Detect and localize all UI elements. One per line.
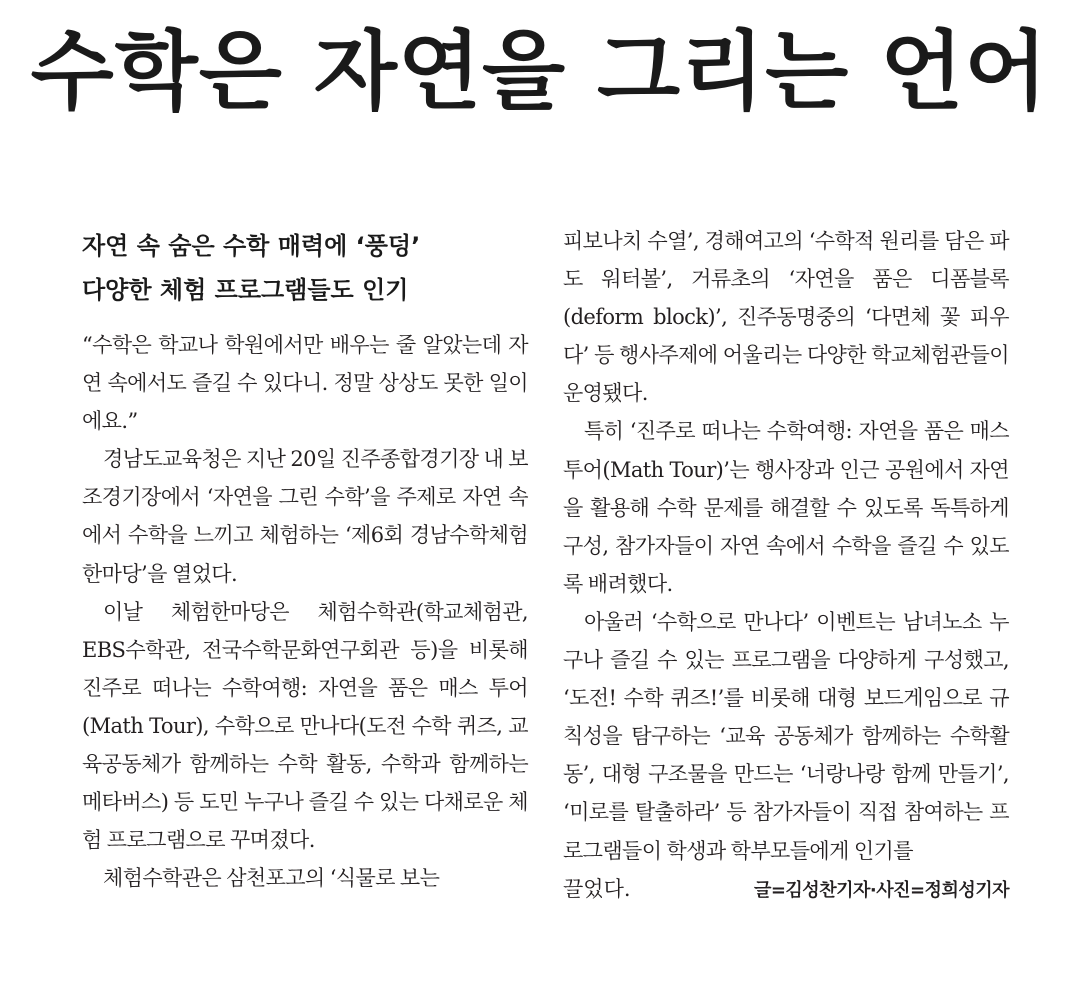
paragraph: 피보나치 수열’, 경해여고의 ‘수학적 원리를 담은 파도 워터볼’, 거류초의 ‘자연을 품은 디폼블록(deform block)’, 진주동명중의 ‘다면체 꽃 피우다’ 등 행사주제에 어울리는 다양한 학교체험관들이 운영됐다.	[563, 229, 1009, 406]
paragraph: 이날 체험한마당은 체험수학관(학교체험관, EBS수학관, 전국수학문화연구회관 등)을 비롯해 진주로 떠나는 수학여행: 자연을 품은 매스 투어(Math Tour), 수학으로 만나다(도전 수학 퀴즈, 교육공동체가 함께하는 수학 활동, 수학과 함께하는 메타버스) 등 도민 누구나 즐길 수 있는 다채로운 체험 프로그램으로 꾸며졌다.	[82, 599, 528, 853]
paragraph: 특히 ‘진주로 떠나는 수학여행: 자연을 품은 매스 투어(Math Tour)’는 행사장과 인근 공원에서 자연을 활용해 수학 문제를 해결할 수 있도록 독특하게 구성, 참가자들이 자연 속에서 수학을 즐길 수 있도록 배려했다.	[563, 419, 1009, 596]
paragraph-quote: “수학은 학교나 학원에서만 배우는 줄 알았는데 자연 속에서도 즐길 수 있다니. 정말 상상도 못한 일이에요.”	[82, 333, 528, 434]
headline: 수학은 자연을 그리는 언어	[30, 22, 1049, 122]
article-column-left	[82, 222, 528, 897]
closing-line	[563, 870, 1009, 910]
paragraph: 아울러 ‘수학으로 만나다’ 이벤트는 남녀노소 누구나 즐길 수 있는 프로그램을 다양하게 구성했고, ‘도전! 수학 퀴즈!’를 비롯해 대형 보드게임으로 규칙성을 탐구하는 ‘교육 공동체가 함께하는 수학활동’, 대형 구조물을 만드는 ‘너랑나랑 함께 만들기’, ‘미로를 탈출하라’ 등 참가자들이 직접 참여하는 프로그램들이 학생과 학부모들에게 인기를	[563, 609, 1009, 863]
subheadline	[82, 224, 528, 312]
paragraph: 경남도교육청은 지난 20일 진주종합경기장 내 보조경기장에서 ‘자연을 그린 수학’을 주제로 자연 속에서 수학을 느끼고 체험하는 ‘제6회 경남수학체험한마당’을 열었다.	[82, 447, 528, 586]
subheadline-line-2: 다양한 체험 프로그램들도 인기	[82, 276, 409, 304]
byline: 글=김성찬기자·사진=정희성기자	[753, 879, 1009, 901]
closing-text: 끌었다.	[563, 876, 631, 901]
article-column-right	[563, 222, 1009, 910]
paragraph: 체험수학관은 삼천포고의 ‘식물로 보는	[103, 866, 440, 891]
subheadline-line-1: 자연 속 숨은 수학 매력에 ‘풍덩’	[82, 232, 421, 260]
